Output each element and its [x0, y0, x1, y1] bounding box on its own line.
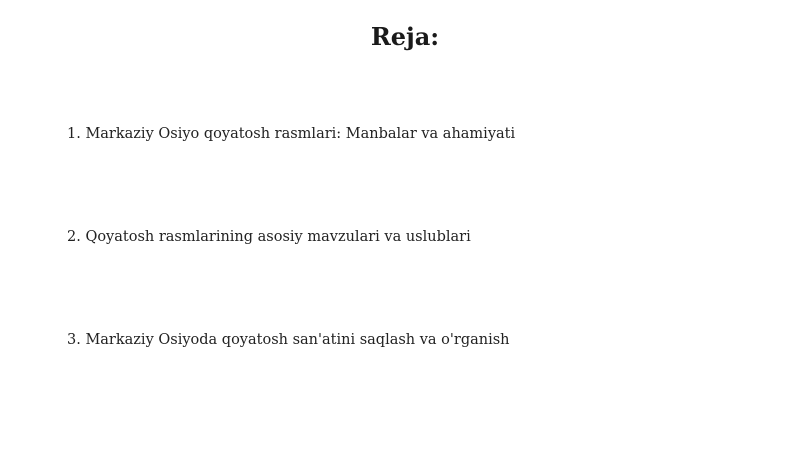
plan-item-2: 2. Qoyatosh rasmlarining asosiy mavzulari va uslublari: [67, 229, 471, 245]
page-title: Reja:: [370, 22, 440, 51]
plan-item-3: 3. Markaziy Osiyoda qoyatosh san'atini saqlash va o'rganish: [67, 332, 510, 348]
plan-item-1: 1. Markaziy Osiyo qoyatosh rasmlari: Manbalar va ahamiyati: [67, 126, 516, 142]
